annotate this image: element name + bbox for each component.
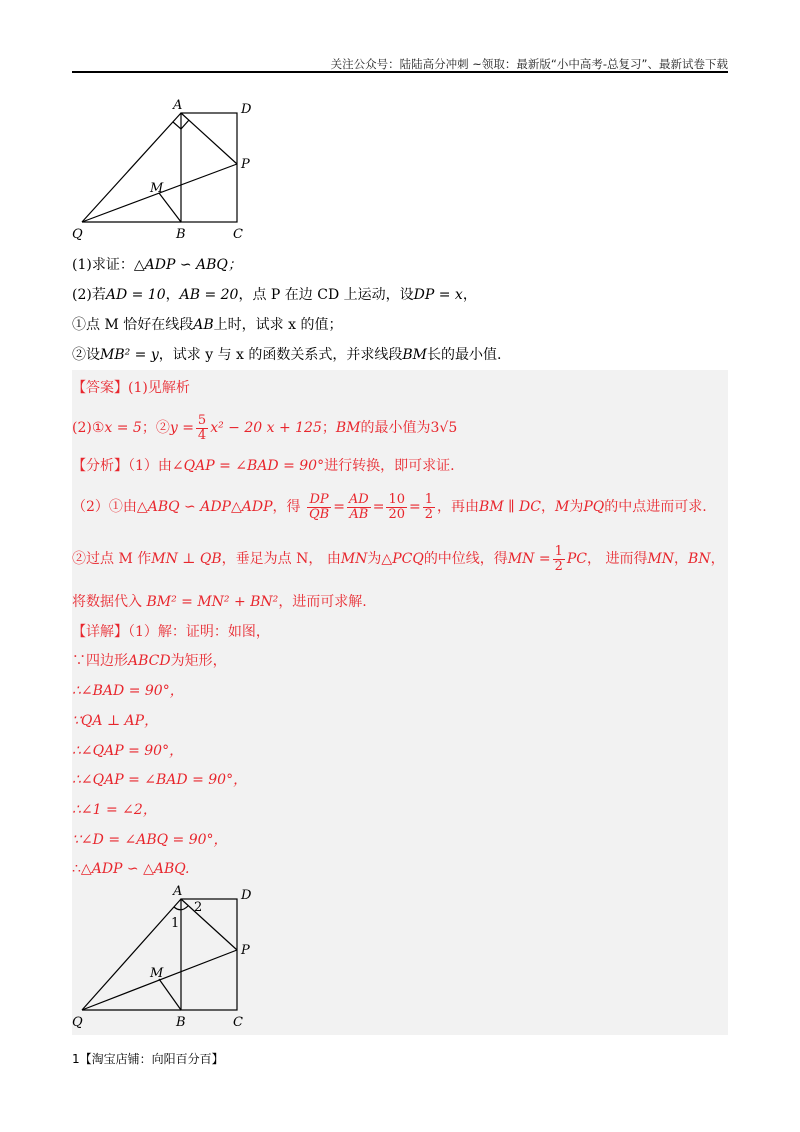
label-angle-1: 1 (171, 916, 180, 931)
question-sub1: ①点 M 恰好在线段AB上时，试求 x 的值； (72, 317, 343, 333)
detail-line-1: 【详解】（1）解：证明：如图， (72, 624, 270, 640)
detail-line-7: ∴∠1 = ∠2， (72, 802, 157, 818)
label-c: C (233, 1015, 243, 1030)
detail-line-6: ∴∠QAP = ∠BAD = 90°， (72, 772, 248, 788)
segment-qa (82, 899, 181, 1010)
label-d: D (241, 888, 252, 903)
detail-line-5: ∴∠QAP = 90°， (72, 743, 184, 759)
label-p: P (241, 157, 250, 172)
label-a: A (173, 98, 183, 113)
detail-line-8: ∵∠D = ∠ABQ = 90°， (72, 832, 228, 848)
segment-mb (159, 979, 181, 1010)
label-q: Q (72, 227, 83, 242)
rectangle-abcd (181, 899, 237, 1010)
label-q: Q (72, 1015, 83, 1030)
segment-ap (181, 899, 237, 950)
analysis-line-1: 【分析】（1）由∠QAP = ∠BAD = 90°进行转换，即可求证. (72, 458, 455, 474)
page-header: 关注公众号：陆陆高分冲刺 ~领取：最新版“小中高考-总复习”、最新试卷下载 (330, 57, 728, 71)
label-b: B (176, 227, 186, 242)
label-m: M (150, 181, 164, 196)
analysis-line-4: 将数据代入 BM² = MN² + BN²，进而可求解. (72, 594, 367, 610)
analysis-line-3: ②过点 M 作MN ⊥ QB，垂足为点 N， 由MN为△PCQ的中位线，得MN = $\frac{1}{2}$ PC， 进而得MN，BN， (72, 543, 725, 574)
label-m: M (150, 966, 164, 981)
detail-line-2: ∵四边形ABCD为矩形， (72, 653, 227, 669)
question-sub2: ②设MB² = y，试求 y 与 x 的函数关系式，并求线段BM长的最小值. (72, 347, 502, 363)
question-part1: (1)求证：△ADP ∽ ABQ； (72, 257, 242, 273)
label-b: B (176, 1015, 186, 1030)
answer-line-1: 【答案】(1)见解析 (72, 380, 190, 396)
segment-qa (82, 113, 181, 222)
label-a: A (173, 885, 183, 899)
segment-mb (159, 193, 181, 222)
page-footer: 1【淘宝店铺：向阳百分百】 (72, 1052, 224, 1066)
label-p: P (241, 943, 250, 958)
label-d: D (241, 102, 252, 117)
detail-line-3: ∴∠BAD = 90°， (72, 683, 184, 699)
label-angle-2: 2 (194, 900, 203, 915)
geometry-figure-2 (70, 885, 270, 1030)
header-rule (72, 71, 728, 73)
answer-line-2: (2)①x = 5；②y = $\frac{5}{4}$ x² − 20 x + 125；BM的最小值为3√5 (72, 412, 458, 443)
detail-line-9: ∴△ADP ∽ △ABQ. (72, 861, 190, 877)
geometry-figure-1 (70, 97, 270, 242)
label-c: C (233, 227, 243, 242)
detail-line-4: ∵QA ⊥ AP， (72, 713, 159, 729)
segment-ap (181, 113, 237, 164)
question-part2: (2)若AD = 10，AB = 20，点 P 在边 CD 上运动，设DP = x， (72, 287, 477, 303)
analysis-line-2: （2）①由△ABQ ∽ ADP△ADP，得 $\frac{DP}{QB}$ = $\frac{AD}{AB}$ = $\frac{10}{20}$ = $\frac{1}{2}$ ，再由BM ∥ DC，M为PQ的中点进而可求. (72, 491, 707, 522)
